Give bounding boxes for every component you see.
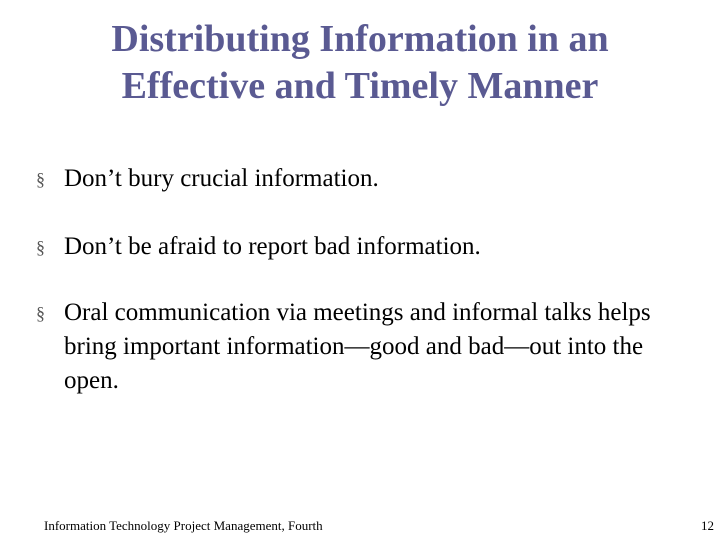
page-number: 12: [701, 518, 714, 533]
bullet-text: Don’t be afraid to report bad information.: [64, 233, 481, 260]
bullet-marker-icon: §: [36, 237, 45, 257]
bullet-text: Oral communication via meetings and informal talks helps bring important information—good and bad—out into the open.: [64, 299, 651, 394]
bullet-item: [36, 296, 686, 398]
slide-title-line-1: Distributing Information in an: [111, 18, 609, 60]
bullet-item: [36, 230, 686, 264]
bullet-marker-icon: §: [36, 303, 45, 323]
bullet-text: Don’t bury crucial information.: [64, 165, 379, 192]
bullet-marker-icon: §: [36, 169, 45, 189]
slide-title-line-2: Effective and Timely Manner: [121, 65, 599, 107]
slide-title: [0, 16, 720, 110]
bullet-item: [36, 162, 686, 196]
footer-source: Information Technology Project Management, Fourth: [44, 518, 323, 533]
